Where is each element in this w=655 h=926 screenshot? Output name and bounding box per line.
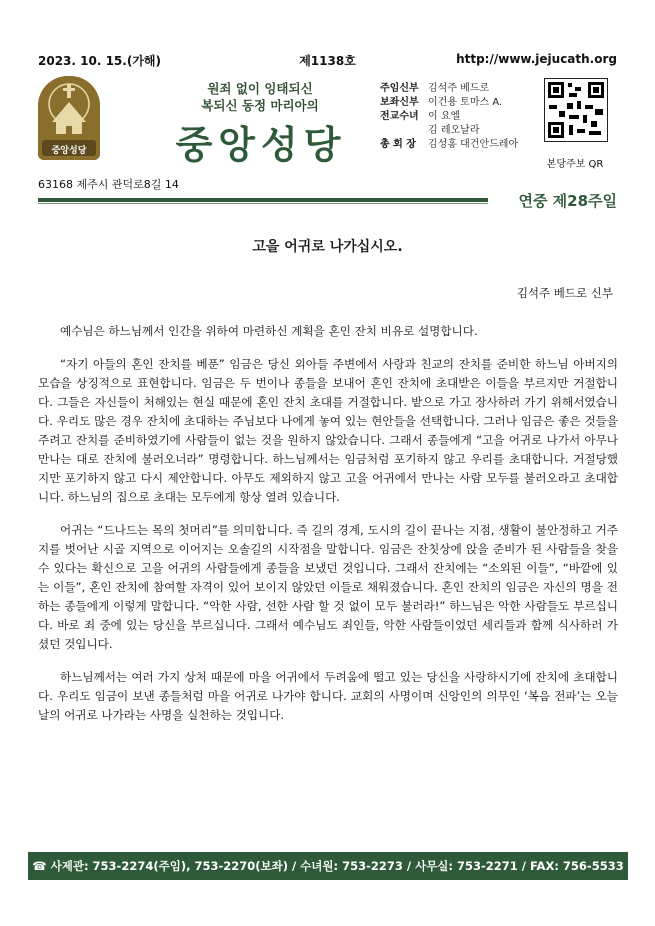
- qr-caption: 본당주보 QR: [546, 159, 604, 170]
- liturgical-sunday: 연중 제28주일: [518, 192, 617, 210]
- article-author: 김석주 베드로 신부: [516, 286, 613, 300]
- header-divider: [38, 198, 488, 202]
- staff-row: 김 레오날라: [428, 125, 480, 136]
- issue-number: 제1138호: [299, 54, 356, 68]
- logo-text: 중앙성당: [51, 146, 87, 156]
- slogan-line-1: 원죄 없이 잉태되신: [207, 81, 313, 96]
- church-logo: [38, 76, 100, 160]
- staff-row: 주임신부 김석주 베드로: [380, 83, 490, 94]
- website-link[interactable]: http://www.jejucath.org: [456, 52, 617, 66]
- paragraph: “자기 아들의 혼인 잔치를 베푼” 임금은 당신 외아들 주변에서 사랑과 친교의 잔치를 준비한 하느님 아버지의 모습을 상징적으로 표현합니다. 임금은 두 번이나 종들을 보내어 혼인 잔치에 초대받은 이들을 부르지만 거절합니다. 그들은 자신들이 처해있는 현실 때문에 혼인 잔치 초대를 거절합니다. 밭으로 가고 장사하러 가기 위해서였습니다. 우리도 많은 경우 잔치에 초대하는 주님보다 나에게 놓여 있는 현안들을 선택합니다. 그러나 임금은 좋은 것들을 주려고 잔치를 준비하였기에 사람들이 없는 것을 원하지 않았습니다. 그래서 종들에게 “고을 어귀로 나가서 아무나 만나는 대로 잔치에 불러오너라” 명령합니다. 하느님께서는 임금처럼 포기하지 않고 우리를 초대합니다. 거절당했지만 포기하지 않고 다시 제안합니다. 아무도 제외하지 않고 고을 어귀에서 만나는 사람 모두를 불러오라고 초대합니다. 하느님의 집으로 초대는 모두에게 항상 열려 있습니다.: [38, 357, 618, 504]
- article-title: 고을 어귀로 나가십시오.: [252, 239, 403, 255]
- slogan: [150, 80, 370, 114]
- contact-footer: [28, 852, 628, 880]
- phone-icon: ☎: [32, 859, 47, 873]
- issue-date: 2023. 10. 15.(가해): [38, 54, 161, 68]
- staff-row: 총 회 장 김성홍 대건안드레아: [380, 139, 519, 150]
- qr-code[interactable]: [544, 78, 608, 142]
- paragraph: 어귀는 “드나드는 목의 첫머리”를 의미합니다. 즉 길의 경계, 도시의 길이 끝나는 지점, 생활이 불안정하고 거주지를 벗어난 시골 지역으로 이어지는 오솔길의 시작점을 말합니다. 임금은 잔칫상에 앉을 준비가 된 사람들을 찾을 수 있다는 확신으로 고을 어귀의 사람들에게 종들을 보냈던 것입니다. 그래서 잔치에는 “소외된 이들”, “바깥에 있는 이들”, 혼인 잔치에 참여할 자격이 있어 보이지 않았던 이들로 채워졌습니다. 혼인 잔치의 임금은 자신의 명을 전하는 종들에게 이렇게 말합니다. “악한 사람, 선한 사람 할 것 없이 모두 불러라!” 하느님은 악한 사람들도 부르십니다. 바로 죄 중에 있는 당신을 부르십니다. 그래서 예수님도 죄인들, 악한 사람들이었던 세리들과 함께 식사하러 가셨던 것입니다.: [38, 523, 618, 651]
- header-top-bar: [38, 52, 617, 70]
- church-name: 중앙성당: [175, 123, 347, 167]
- article-body: [38, 322, 618, 739]
- contact-text: 사제관: 753-2274(주임), 753-2270(보좌) / 수녀원: 753-2273 / 사무실: 753-2271 / FAX: 756-5533: [50, 859, 624, 873]
- header-divider-thin: [38, 203, 488, 204]
- staff-row: 보좌신부 이건용 토마스 A.: [380, 97, 503, 108]
- church-address: 63168 제주시 관덕로8길 14: [38, 178, 179, 191]
- qr-code-icon: [545, 79, 607, 141]
- slogan-line-2: 복되신 동정 마리아의: [201, 98, 319, 113]
- staff-list: [380, 82, 540, 152]
- paragraph: 하느님께서는 여러 가지 상처 때문에 마을 어귀에서 두려움에 떨고 있는 당신을 사랑하시기에 잔치에 초대합니다. 우리도 임금이 보낸 종들처럼 마을 어귀로 나가야 합니다. 교회의 사명이며 신앙인의 의무인 ‘복음 전파’는 오늘날의 어귀로 나가라는 사명을 실천하는 것입니다.: [38, 670, 618, 722]
- staff-row: 전교수녀 이 요엘: [380, 111, 461, 122]
- paragraph: 예수님은 하느님께서 인간을 위하여 마련하신 계획을 혼인 잔치 비유로 설명합니다.: [60, 324, 478, 338]
